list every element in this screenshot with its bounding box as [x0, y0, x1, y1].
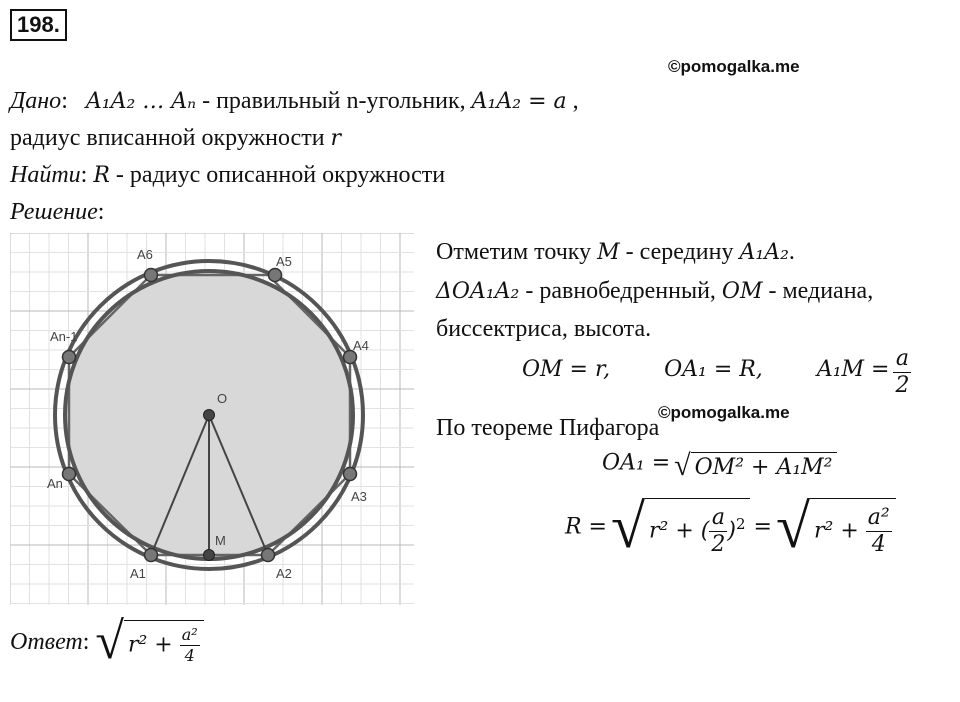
answer-num: a²: [181, 625, 198, 644]
answer-label: Ответ: [10, 629, 83, 655]
sol-l1-M: M: [597, 240, 620, 265]
point-A3: [344, 468, 357, 481]
watermark-top: ©pomogalka.me: [668, 57, 800, 76]
solution-label: Решение: [10, 199, 98, 225]
eq-OA1: OA₁ = R,: [664, 357, 763, 383]
find-line: Найти: R - радиус описанной окружности: [10, 162, 446, 188]
a2-den: 4: [871, 532, 886, 557]
R-formula: [565, 493, 896, 561]
point-O: [204, 410, 215, 421]
pythagoras-line: По теореме Пифагора: [436, 415, 660, 441]
R-equals: =: [753, 514, 772, 540]
label-An: An: [47, 476, 63, 491]
given-line-2: [10, 123, 341, 154]
R2-r2plus: r² +: [813, 518, 859, 544]
point-A1: [145, 549, 158, 562]
given-label: Дано: [10, 88, 62, 114]
sol-l1-text: Отметим точку: [436, 239, 592, 265]
paren-num: a: [709, 507, 727, 532]
find-R: R: [93, 163, 110, 188]
label-An-1: An-1: [50, 329, 78, 344]
oa-sqrt: √ OM² + A₁M²: [674, 449, 836, 483]
paren-den: 2: [711, 532, 726, 557]
find-label: Найти: [10, 162, 81, 188]
sol-l2-text2: - медиана,: [768, 278, 874, 304]
label-A2: A2: [276, 566, 292, 581]
label-A4: A4: [353, 338, 369, 353]
frac-num: a: [893, 348, 911, 373]
label-A6: A6: [137, 247, 153, 262]
answer-den: 4: [184, 646, 195, 665]
point-A6: [145, 269, 158, 282]
solution-line-3: биссектриса, высота.: [436, 316, 652, 342]
R1-r2plus: r² +: [649, 518, 694, 544]
oa-formula: [602, 449, 837, 483]
R-lhs: R =: [565, 514, 607, 540]
paren-exp: 2: [735, 515, 746, 534]
sol-l1-seg: A₁A₂: [739, 240, 789, 265]
label-A1: A1: [130, 566, 146, 581]
label-M: M: [215, 533, 226, 548]
label-A5: A5: [276, 254, 292, 269]
answer-radicand: [124, 620, 204, 664]
given-line-1: Дано: A₁A₂ … Aₙ - правильный n-угольник, A₁A₂ = a ,: [10, 88, 579, 114]
R-radicand-1: r² + ( $\frac{a}{2}$ )$^2$: [645, 498, 749, 556]
point-A2: [262, 549, 275, 562]
watermark-mid: ©pomogalka.me: [658, 403, 790, 422]
a2-num: a²: [867, 505, 890, 530]
eq-OM: OM = r,: [522, 357, 611, 383]
sol-l2-text: - равнобедренный,: [525, 278, 716, 304]
equations-row: [522, 348, 911, 397]
frac-den: 2: [895, 373, 910, 398]
given-text1: - правильный n-угольник,: [202, 88, 466, 114]
problem-number: 198.: [10, 9, 67, 41]
R-sqrt-1: √ r² + ( $\frac{a}{2}$ )$^2$: [611, 496, 750, 558]
sol-l1-text2: - середину: [625, 239, 734, 265]
frac-a2-4: [866, 507, 892, 556]
oa-radicand: OM² + A₁M²: [691, 452, 837, 480]
sol-l2-triangle: ΔOA₁A₂: [436, 279, 520, 304]
answer-r2plus: r² +: [127, 632, 173, 658]
answer-sqrt: √ r² + $\frac{\text{a²}}{4}$: [95, 616, 203, 668]
given-polygon: A₁A₂ … Aₙ: [85, 89, 197, 114]
solution-line-2: [436, 276, 873, 307]
polygon-figure: [10, 233, 414, 605]
given-line2-text: радиус вписанной окружности: [10, 125, 325, 151]
answer-frac: [180, 627, 200, 664]
solution-heading: Решение:: [10, 199, 105, 225]
point-An-1: [63, 351, 76, 364]
find-text: - радиус описанной окружности: [115, 162, 446, 188]
oa-lhs: OA₁ =: [602, 450, 671, 476]
R-sqrt-2: √ r² + $\frac{\text{a²}}{4}$: [776, 496, 896, 558]
label-A3: A3: [351, 489, 367, 504]
solution-line-1: Отметим точку M - середину A₁A₂.: [436, 239, 795, 265]
given-side: A₁A₂ = a: [471, 89, 567, 114]
answer-line: Ответ: √ r² + $\frac{\text{a²}}{4}$: [10, 616, 204, 668]
sol-l2-OM: OM: [721, 279, 763, 304]
frac-paren: [709, 507, 727, 556]
frac-a-over-2: [893, 348, 911, 397]
R-radicand-2: [810, 498, 896, 556]
point-M: [204, 550, 215, 561]
label-O: O: [217, 391, 228, 406]
point-An: [63, 468, 76, 481]
eq-A1M: A₁M =: [816, 357, 890, 383]
given-r: r: [330, 126, 342, 151]
point-A5: [269, 269, 282, 282]
